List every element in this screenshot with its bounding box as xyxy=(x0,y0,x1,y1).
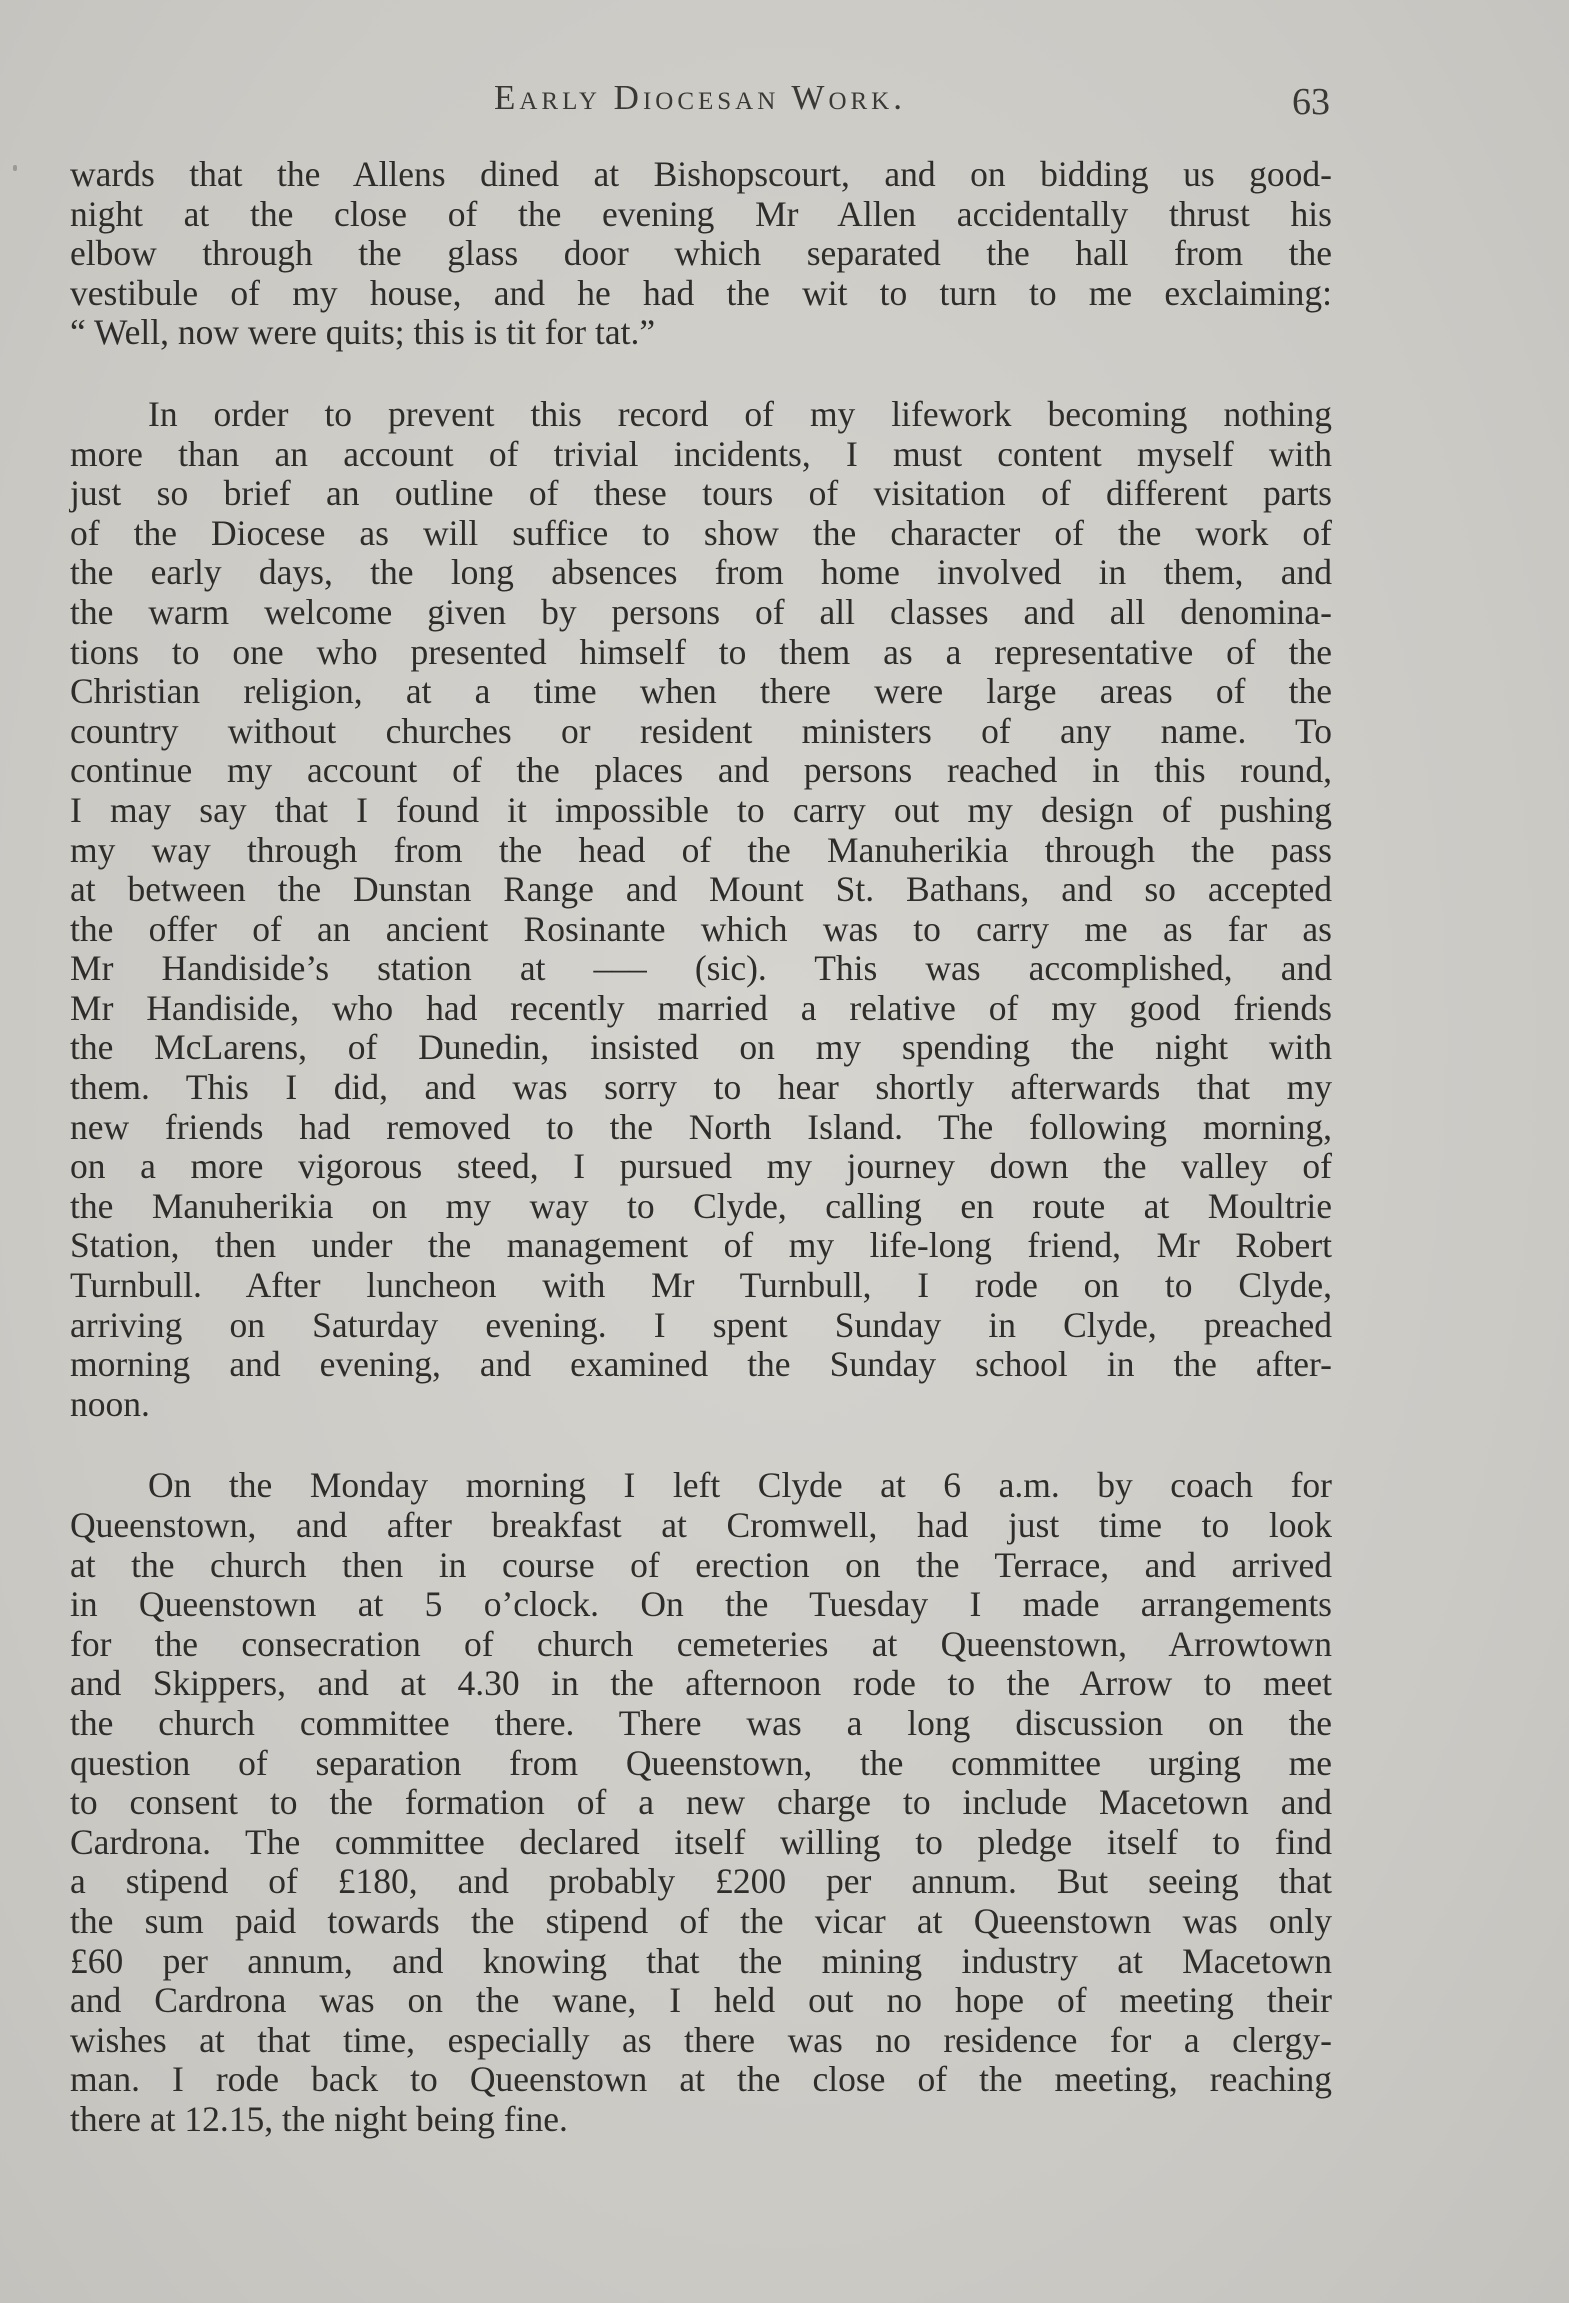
text-line: I may say that I found it impossible to carry out my design of pushing xyxy=(70,789,1332,830)
text-line: Station, then under the management of my life-long friend, Mr Robert xyxy=(70,1225,1332,1266)
text-line: elbow through the glass door which separated the hall from the xyxy=(70,233,1332,274)
text-line: vestibule of my house, and he had the wit to turn to me exclaiming: xyxy=(70,272,1332,313)
text-line: just so brief an outline of these tours of visitation of different parts xyxy=(70,473,1332,514)
text-line: the warm welcome given by persons of all classes and all denomina- xyxy=(70,591,1332,632)
text-line: Queenstown, and after breakfast at Cromwell, had just time to look xyxy=(70,1505,1332,1545)
text-line: the McLarens, of Dunedin, insisted on my spending the night with xyxy=(70,1027,1332,1068)
text-line: my way through from the head of the Manuherikia through the pass xyxy=(70,829,1332,870)
text-line: a stipend of £180, and probably £200 per annum. But seeing that xyxy=(70,1861,1332,1902)
text-line: and Cardrona was on the wane, I held out no hope of meeting their xyxy=(70,1980,1332,2021)
text-line: at between the Dunstan Range and Mount St. Bathans, and so accepted xyxy=(70,869,1332,910)
margin-speck xyxy=(13,165,17,171)
text-line: to consent to the formation of a new charge to include Macetown and xyxy=(70,1782,1332,1823)
paragraph-1 xyxy=(70,155,1332,353)
text-line: arriving on Saturday evening. I spent Sunday in Clyde, preached xyxy=(70,1304,1332,1345)
text-line: Mr Handiside, who had recently married a relative of my good friends xyxy=(70,987,1332,1028)
text-line: the church committee there. There was a long discussion on the xyxy=(70,1702,1332,1743)
text-line: them. This I did, and was sorry to hear shortly afterwards that my xyxy=(70,1067,1332,1108)
text-line: there at 12.15, the night being fine. xyxy=(70,2098,568,2139)
text-line: wishes at that time, especially as there was no residence for a clergy- xyxy=(70,2019,1332,2060)
text-line: new friends had removed to the North Island. The following morning, xyxy=(70,1106,1332,1147)
text-line: Turnbull. After luncheon with Mr Turnbull, I rode on to Clyde, xyxy=(70,1265,1332,1306)
text-line: In order to prevent this record of my lifework becoming nothing xyxy=(148,393,1332,434)
text-line: the early days, the long absences from home involved in them, and xyxy=(70,552,1332,593)
text-line: £60 per annum, and knowing that the mining industry at Macetown xyxy=(70,1940,1332,1981)
body-text xyxy=(70,155,1332,2140)
page-number: 63 xyxy=(1292,81,1330,123)
text-line: more than an account of trivial incidents, I must content myself with xyxy=(70,433,1332,474)
running-title: Early Diocesan Work. xyxy=(494,78,906,117)
text-line: at the church then in course of erection on the Terrace, and arrived xyxy=(70,1544,1332,1585)
text-line: noon. xyxy=(70,1383,150,1424)
text-line: of the Diocese as will suffice to show the character of the work of xyxy=(70,512,1332,553)
paragraph-2 xyxy=(70,395,1332,1424)
text-line: question of separation from Queenstown, the committee urging me xyxy=(70,1742,1332,1783)
text-line: for the consecration of church cemeteries at Queenstown, Arrowtown xyxy=(70,1623,1332,1664)
text-line: man. I rode back to Queenstown at the close of the meeting, reaching xyxy=(70,2059,1332,2100)
text-line: the offer of an ancient Rosinante which was to carry me as far as xyxy=(70,908,1332,949)
text-line: night at the close of the evening Mr Allen accidentally thrust his xyxy=(70,193,1332,234)
text-line: Cardrona. The committee declared itself willing to pledge itself to find xyxy=(70,1821,1332,1862)
text-line: wards that the Allens dined at Bishopscourt, and on bidding us good- xyxy=(70,154,1332,194)
text-line: on a more vigorous steed, I pursued my journey down the valley of xyxy=(70,1146,1332,1187)
text-line: continue my account of the places and persons reached in this round, xyxy=(70,750,1332,791)
running-head xyxy=(70,78,1330,128)
text-line: Mr Handiside’s station at ––– (sic). This was accomplished, and xyxy=(70,948,1332,989)
text-line: in Queenstown at 5 o’clock. On the Tuesday I made arrangements xyxy=(70,1584,1332,1625)
text-line: the Manuherikia on my way to Clyde, calling en route at Moultrie xyxy=(70,1185,1332,1226)
text-line: tions to one who presented himself to them as a representative of the xyxy=(70,631,1332,672)
text-line: and Skippers, and at 4.30 in the afternoon rode to the Arrow to meet xyxy=(70,1663,1332,1704)
text-line: morning and evening, and examined the Sunday school in the after- xyxy=(70,1344,1332,1385)
paragraph-3 xyxy=(70,1466,1332,2139)
text-line: Christian religion, at a time when there were large areas of the xyxy=(70,671,1332,712)
text-line: “ Well, now were quits; this is tit for tat.” xyxy=(70,312,656,353)
text-line: On the Monday morning I left Clyde at 6 a.m. by coach for xyxy=(148,1465,1332,1506)
text-line: country without churches or resident ministers of any name. To xyxy=(70,710,1332,751)
text-line: the sum paid towards the stipend of the vicar at Queenstown was only xyxy=(70,1900,1332,1941)
